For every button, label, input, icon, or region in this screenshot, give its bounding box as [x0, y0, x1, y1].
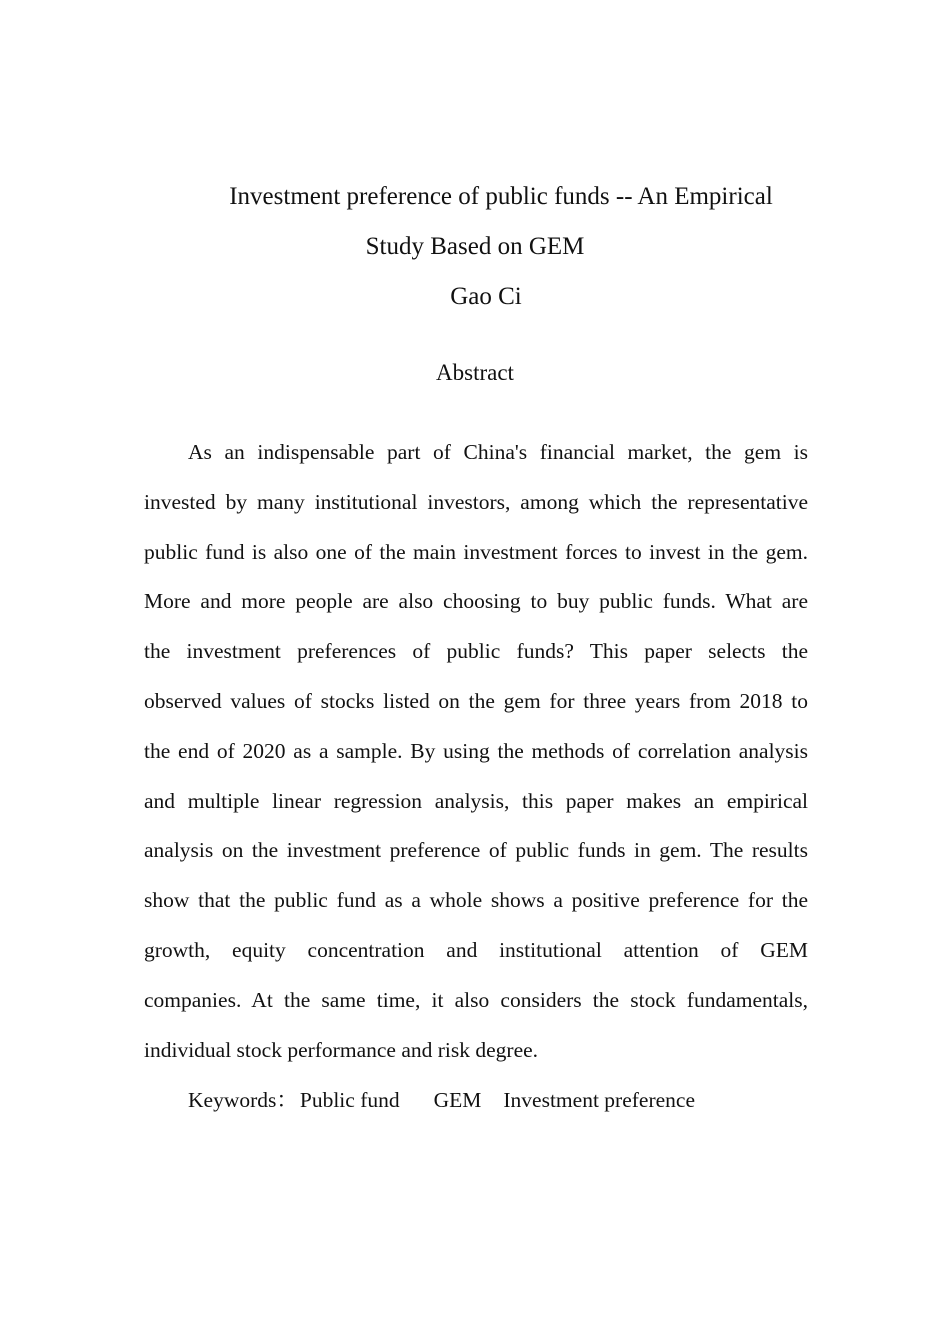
abstract-line: More and more people are also choosing to buy public funds. What are [144, 589, 808, 614]
keyword-item: Investment preference [503, 1088, 695, 1112]
abstract-line: show that the public fund as a whole shows a positive preference for the [144, 888, 808, 913]
abstract-line: and multiple linear regression analysis, this paper makes an empirical [144, 788, 808, 813]
paper-title-line-1: Investment preference of public funds -- An Empirical [229, 183, 773, 210]
paper-title-line-2: Study Based on GEM [365, 233, 585, 260]
abstract-line: companies. At the same time, it also considers the stock fundamentals, [144, 987, 808, 1012]
abstract-line: As an indispensable part of China's financial market, the gem is [188, 440, 808, 464]
abstract-line: growth, equity concentration and institutional attention of GEM [144, 937, 808, 962]
paper-title-block [0, 172, 950, 322]
keywords-label: Keywords： [188, 1088, 298, 1112]
keyword-item: GEM [433, 1088, 482, 1112]
abstract-heading: Abstract [436, 360, 514, 385]
abstract-body [144, 428, 808, 1075]
abstract-line: observed values of stocks listed on the gem for three years from 2018 to [144, 688, 808, 713]
author-name: Gao Ci [450, 283, 522, 310]
keywords-line [188, 1080, 695, 1120]
abstract-line: the investment preferences of public funds? This paper selects the [144, 639, 808, 664]
abstract-line: analysis on the investment preference of public funds in gem. The results [144, 838, 808, 863]
abstract-line: public fund is also one of the main investment forces to invest in the gem. [144, 539, 808, 564]
abstract-line: invested by many institutional investors, among which the representative [144, 489, 808, 514]
abstract-line: the end of 2020 as a sample. By using the methods of correlation analysis [144, 738, 808, 763]
keyword-item: Public fund [299, 1088, 400, 1112]
abstract-line: individual stock performance and risk degree. [144, 1037, 539, 1062]
